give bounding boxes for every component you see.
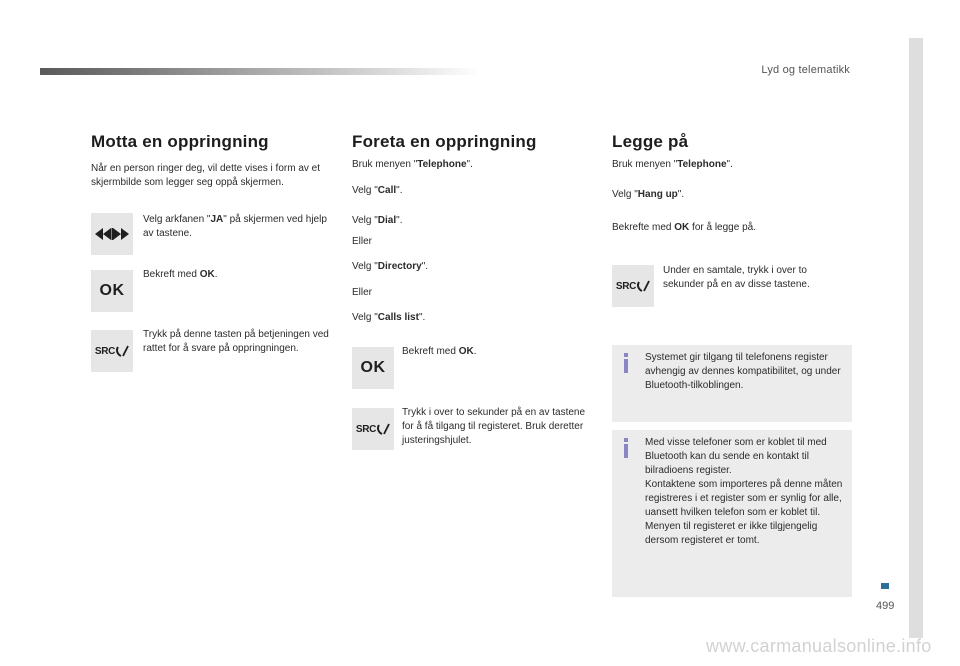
page-number: 499 (876, 600, 895, 612)
ok-button-icon: OK (91, 270, 133, 312)
or-text-2: Eller (352, 287, 373, 298)
heading-make-call: Foreta en oppringning (352, 132, 537, 151)
line-select-hang-up: Velg "Hang up". (612, 189, 685, 200)
step-hang-up-key: Under en samtale, trykk i over to sekunder på en av disse tastene. (663, 265, 810, 290)
info-box-register (612, 430, 852, 597)
step-confirm-ok-2: Bekreft med OK. (402, 346, 477, 357)
step-answer-call: Trykk på denne tasten på betjeningen ved rattet for å svare på oppringningen. (143, 329, 329, 354)
phone-slash-icon (115, 345, 129, 357)
section-title: Lyd og telematikk (761, 64, 850, 76)
seek-arrows-icon (91, 213, 133, 255)
line-telephone-menu-3: Bruk menyen "Telephone". (612, 159, 733, 170)
page-marker (881, 583, 889, 589)
intro-text: Når en person ringer deg, vil dette vises i form av et skjermbilde som legger seg oppå skjermen. (91, 163, 320, 188)
phone-slash-icon (376, 423, 390, 435)
line-select-calls-list: Velg "Calls list". (352, 312, 426, 323)
src-button-icon: SRC (612, 265, 654, 307)
heading-hang-up: Legge på (612, 132, 689, 151)
or-text-1: Eller (352, 236, 373, 247)
line-confirm-hang-up: Bekrefte med OK for å legge på. (612, 222, 756, 233)
info-icon (622, 438, 630, 458)
src-button-icon: SRC (352, 408, 394, 450)
src-button-icon: SRC (91, 330, 133, 372)
info-text-compatibility: Systemet gir tilgang til telefonens register avhengig av dennes kompatibilitet, og under Bluetooth-tilkoblingen. (645, 352, 841, 391)
header-gradient-bar (40, 68, 480, 75)
line-select-directory: Velg "Directory". (352, 261, 429, 272)
line-select-dial: Velg "Dial". (352, 215, 403, 226)
info-text-register: Med visse telefoner som er koblet til med Bluetooth kan du sende en kontakt til bilradioens register. Kontaktene som importeres på denne måten registreres i et register som er synlig for alle, uansett hvilken telefon som er koblet til. Menyen til registeret er ikke tilgjengelig dersom registeret er tomt. (645, 437, 843, 546)
step-open-register: Trykk i over to sekunder på en av tastene for å få tilgang til registeret. Bruk deretter justeringshjulet. (402, 407, 586, 446)
info-icon (622, 353, 630, 373)
info-box-compatibility (612, 345, 852, 422)
side-strip (909, 38, 923, 638)
column-receive-call (91, 132, 331, 190)
step-select-ja: Velg arkfanen "JA" på skjermen ved hjelp av tastene. (143, 214, 327, 239)
phone-slash-icon (636, 280, 650, 292)
watermark: www.carmanualsonline.info (706, 636, 932, 656)
heading-receive-call: Motta en oppringning (91, 132, 269, 151)
line-telephone-menu: Bruk menyen "Telephone". (352, 159, 473, 170)
line-select-call: Velg "Call". (352, 185, 403, 196)
step-confirm-ok: Bekreft med OK. (143, 269, 218, 280)
ok-button-icon: OK (352, 347, 394, 389)
